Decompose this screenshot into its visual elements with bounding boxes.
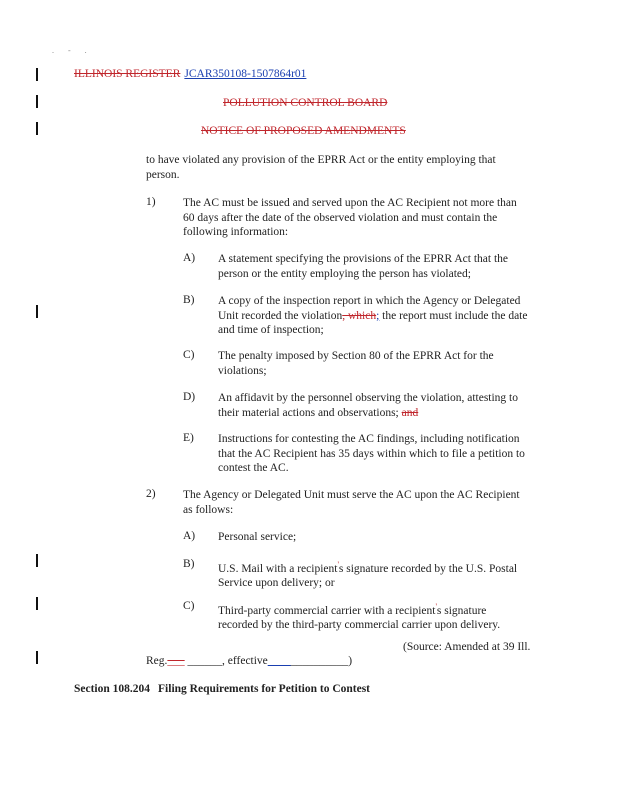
text-line: person. <box>146 168 180 181</box>
struck-register-title: ILLINOIS REGISTER <box>74 68 181 80</box>
item-label: 1) <box>146 196 156 208</box>
text-run: the report must include the date <box>379 309 528 322</box>
text-line: 60 days after the date of the observed violation and must contain the <box>183 211 498 224</box>
text-line: A copy of the inspection report in which the Agency or Delegated <box>218 295 521 307</box>
item-2-text <box>183 488 520 517</box>
text-line <box>218 309 527 324</box>
source-note: (Source: Amended at 39 Ill. <box>403 641 531 653</box>
text-line: contest the AC. <box>218 462 289 474</box>
text-run: s signature recorded by the U.S. Postal <box>338 562 518 575</box>
change-bar <box>36 68 38 81</box>
text-line: The Agency or Delegated Unit must serve the AC upon the AC Recipient <box>183 489 520 501</box>
change-bar <box>36 651 38 664</box>
text-line: person or the entity employing the person has violated; <box>218 267 471 280</box>
text-line: Instructions for contesting the AC findings, including notification <box>218 433 520 445</box>
board-header: POLLUTION CONTROL BOARD <box>223 97 388 109</box>
subitem-label: C) <box>183 349 195 361</box>
text-line: Service upon delivery; or <box>218 577 335 590</box>
change-bar <box>36 597 38 610</box>
notice-header: NOTICE OF PROPOSED AMENDMENTS <box>201 125 406 137</box>
text-line: that the AC Recipient has 35 days within which to file a petition to <box>218 447 525 460</box>
text-line <box>218 600 500 618</box>
subitem-1b-text <box>218 294 527 338</box>
subitem-label: D) <box>183 391 196 403</box>
section-number: Section 108.204 <box>74 683 151 695</box>
intro-paragraph <box>146 153 496 182</box>
inserted-text: ; <box>376 309 380 322</box>
subitem-2a-text <box>218 530 296 545</box>
struck-text: , which <box>342 309 377 322</box>
subitem-2c-text <box>218 600 500 633</box>
text-line: The penalty imposed by Section 80 of the EPRR Act for the <box>218 350 494 362</box>
subitem-1e-text <box>218 432 525 476</box>
text-run: ______, effective <box>184 655 268 667</box>
subitem-label: A) <box>183 530 196 542</box>
text-line: Personal service; <box>218 531 297 543</box>
text-run: Third-party commercial carrier with a recipient <box>218 604 436 617</box>
subitem-label: C) <box>183 600 195 612</box>
subitem-label: A) <box>183 252 196 264</box>
inserted-jcar-code: JCAR350108-1507864r01 <box>184 68 307 80</box>
item-label: 2) <box>146 488 156 500</box>
change-bar <box>36 122 38 135</box>
text-line: violations; <box>218 364 267 377</box>
text-run: s signature <box>436 604 487 617</box>
reg-line <box>146 655 352 667</box>
text-run: Unit recorded the violation <box>218 309 343 322</box>
text-run: Reg. <box>146 655 168 667</box>
text-line: The AC must be issued and served upon the AC Recipient not more than <box>183 197 517 209</box>
text-line: An affidavit by the personnel observing the violation, attesting to <box>218 392 519 404</box>
item-1-text <box>183 196 517 240</box>
inserted-text: ____ <box>267 655 291 667</box>
section-heading <box>74 683 370 695</box>
text-line: recorded by the third-party commercial carrier upon delivery. <box>218 619 501 632</box>
text-line: following information: <box>183 226 289 238</box>
subitem-2b-text <box>218 558 517 591</box>
revision-mark: ' <box>337 560 339 569</box>
subitem-1a-text <box>218 252 508 281</box>
text-run: __________) <box>290 655 353 667</box>
change-bar <box>36 554 38 567</box>
struck-text: and <box>401 406 419 419</box>
text-line: as follows: <box>183 503 234 516</box>
text-line: A statement specifying the provisions of the EPRR Act that the <box>218 253 509 265</box>
register-header <box>74 68 306 80</box>
text-line <box>218 406 518 421</box>
section-title: Filing Requirements for Petition to Contest <box>158 683 371 695</box>
change-bar <box>36 95 38 108</box>
text-line <box>218 558 517 576</box>
change-bar <box>36 305 38 318</box>
revision-mark: ' <box>435 602 437 611</box>
subitem-label: B) <box>183 558 195 570</box>
subitem-label: B) <box>183 294 195 306</box>
text-line: to have violated any provision of the EPRR Act or the entity employing that <box>146 154 496 166</box>
subitem-label: E) <box>183 432 194 444</box>
text-line: and time of inspection; <box>218 324 324 336</box>
text-run: their material actions and observations; <box>218 406 402 419</box>
struck-text: ___ <box>167 655 185 667</box>
top-marks: . - . <box>52 46 93 55</box>
subitem-1c-text <box>218 349 494 378</box>
text-run: U.S. Mail with a recipient <box>218 562 338 575</box>
subitem-1d-text <box>218 391 518 420</box>
